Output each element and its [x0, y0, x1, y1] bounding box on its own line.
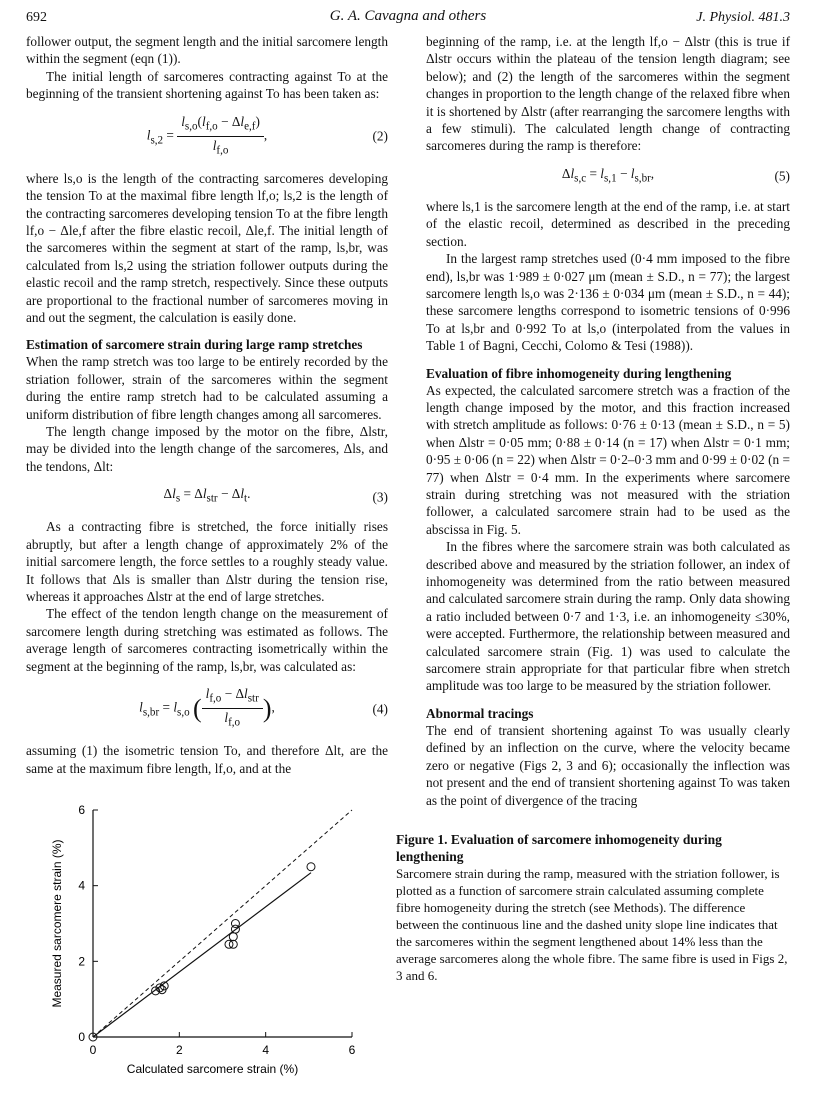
equation-3: $\Delta l_s = \Delta l_{str} - \Delta l_t$. (3) [163, 486, 388, 505]
running-authors: G. A. Cavagna and others [329, 8, 487, 24]
x-tick-label: 6 [348, 1043, 356, 1057]
figure-title: Figure 1. Evaluation of sarcomere inhomogeneity during lengthening [396, 832, 722, 864]
equation-5: $\Delta l_{s,c} = l_{s,1} - l_{s,br}$, (5) [561, 165, 790, 185]
unity-slope-dashed-line [93, 810, 352, 1037]
data-point [307, 863, 315, 871]
data-point [231, 920, 239, 928]
y-tick-label: 6 [78, 803, 85, 817]
x-tick-label: 0 [89, 1043, 97, 1057]
paragraph: beginning of the ramp, i.e. at the length lf,o − Δlstr (this is true if Δlstr occurs within the plateau of the tension length diagram; see below); and (2) the length of the sarcomeres within the segment changes in proportion to the length change of the relaxed fibre when it is shortened by Δlstr (after rearranging the sarcomere lengths with a few stimuli). The calculated length change of contracting sarcomeres during the ramp is therefore: [426, 34, 790, 154]
regression-line [93, 873, 311, 1037]
paragraph: When the ramp stretch was too large to be entirely recorded by the striation follower, strain of the sarcomeres within the segment during the entire ramp stretch had to be calculated assuming a uniform distribution of fibre length changes among all sarcomeres. [26, 354, 388, 422]
figure-caption-block [396, 831, 790, 984]
equation-number: (3) [372, 489, 388, 505]
x-axis-label: Calculated sarcomere strain (%) [126, 1062, 299, 1076]
equation-number: (2) [372, 128, 388, 144]
paragraph: where ls,o is the length of the contracting sarcomeres developing the tension To at the maximal fibre length lf,o; ls,2 is the length of the contracting sarcomeres developing tension To at the fibre length lf,o − Δle,f after the fibre elastic recoil, Δle,f. The initial length of the sarcomeres within the segment at start of the ramp, ls,br, was calculated from ls,2 using the striation follower outputs during the elastic recoil and the ramp stretch, respectively. Since these outputs are proportional to the fractional number of sarcomeres moving in and out the segment, the calculation is easily done. [26, 170, 388, 325]
paragraph: The end of transient shortening against To was usually clearly defined by an inflection on the curve, where the velocity became zero or negative (Figs 2, 3 and 6); occasionally the inflection was not present and the end of transient shortening against To was taken as the point of divergence of the tracing [426, 722, 790, 808]
paragraph: where ls,1 is the sarcomere length at the end of the ramp, i.e. at start of the elastic recoil, determined as described in the preceding section. [426, 198, 790, 249]
x-tick-label: 2 [175, 1043, 183, 1057]
equation-2: $l_{s,2}$ = $\frac{l_{s,o}(l_{f,o} - \Delta l_{e,f})}{l_{f,o}}$ , (2) [146, 113, 388, 157]
y-tick-label: 2 [78, 954, 85, 969]
equation-number: (5) [774, 168, 790, 184]
journal-reference: J. Physiol. 481.3 [696, 10, 790, 25]
paragraph: As a contracting fibre is stretched, the force initially rises abruptly, but after a length change of approximately 2% of the initial sarcomere length, the force settles to a roughly steady value. It follows that Δls is smaller than Δlstr during the tension rise, whereas it approaches Δlstr at the end of large stretches. [26, 519, 388, 604]
paragraph: assuming (1) the isometric tension To, and therefore Δlt, are the same at the maximum fibre length, lf,o, and at the [26, 743, 388, 776]
paragraph: The effect of the tendon length change on the measurement of sarcomere length during stretching was estimated as follows. The average length of sarcomeres contracting isometrically within the segment at the beginning of the ramp, ls,br, was calculated as: [26, 606, 388, 674]
paragraph: follower output, the segment length and the initial sarcomere length within the segment (eqn (1)). [26, 34, 388, 67]
y-tick-label: 4 [78, 878, 85, 893]
y-axis-label: Measured sarcomere strain (%) [50, 839, 64, 1008]
equation-number: (4) [372, 700, 388, 716]
section-heading: Abnormal tracings [426, 705, 534, 721]
page-number: 692 [26, 10, 47, 25]
x-tick-label: 4 [262, 1043, 270, 1057]
equation-4: $l_{s,br} = l_{s,o}$ ( $\frac{l_{f,o} - \Delta l_{str}}{l_{f,o}}$ ), (4) [139, 685, 388, 729]
paragraph: The initial length of sarcomeres contracting against To at the beginning of the transient shortening against To has been taken as: [26, 68, 388, 102]
paragraph: As expected, the calculated sarcomere stretch was a fraction of the length change imposed by the motor, and this fraction increased with stretch amplitude as follows: 0·76 ± 0·13 (mean ± S.D., n = 5) when Δlstr = 0·05 mm; 0·88 ± 0·14 (n = 17) when Δlstr = 0·1 mm; 0·95 ± 0·06 (n = 22) when Δlstr = 0·2–0·3 mm and 0·99 ± 0·02 (n = 77) when Δlstr = 0·4 mm. In the experiments where sarcomere strain during stretching was not measured with the striation follower, a calculated sarcomere strain had to be used as the abscissa in Fig. 5. [426, 382, 790, 537]
left-column [26, 33, 388, 777]
y-tick-label: 0 [78, 1030, 85, 1044]
figure-caption: Sarcomere strain during the ramp, measured with the striation follower, is plotted as a function of sarcomere strain calculated assuming complete fibre homogeneity during the stretch (see Methods). The difference between the continuous line and the dashed unity slope line indicates that the sarcomeres within the segment lengthened about 14% less than the average sarcomeres along the whole fibre. The same fibre is used in Figs 2, 3 and 6. [396, 866, 788, 983]
section-heading: Estimation of sarcomere strain during large ramp stretches [26, 337, 363, 353]
paragraph: The length change imposed by the motor on the fibre, Δlstr, may be divided into the length change of the sarcomeres, Δls, and the tendons, Δlt: [26, 424, 388, 474]
paragraph: In the fibres where the sarcomere strain was both calculated as described above and measured by the striation follower, an index of inhomogeneity was determined from the ratio between measured and calculated sarcomere strain during the ramp. Only data showing a ratio included between 0·7 and 1·3, i.e. an inhomogeneity ≤30%, were accepted. Furthermore, the relationship between measured and calculated sarcomere strain (Fig. 1) was used to calculate the sarcomere strain appropriate for that particular fibre when stretch amplitude was too large to be measured by the striation follower. [426, 539, 790, 694]
section-heading: Evaluation of fibre inhomogeneity during lengthening [426, 365, 732, 381]
right-column [426, 33, 790, 809]
paragraph: In the largest ramp stretches used (0·4 mm imposed to the fibre end), ls,br was 1·989 ± 0·027 μm (mean ± S.D., n = 77); the largest sarcomere length ls,o was 2·136 ± 0·034 μm (mean ± S.D., n = 44); these sarcomere lengths correspond to isometric tensions of 0·996 To at ls,br and 0·992 To at ls,o (interpolated from the values in Table 1 of Bagni, Cecchi, Colomo & Tesi (1988)). [426, 251, 790, 354]
figure-1-chart [40, 800, 380, 1100]
data-point [229, 933, 237, 941]
